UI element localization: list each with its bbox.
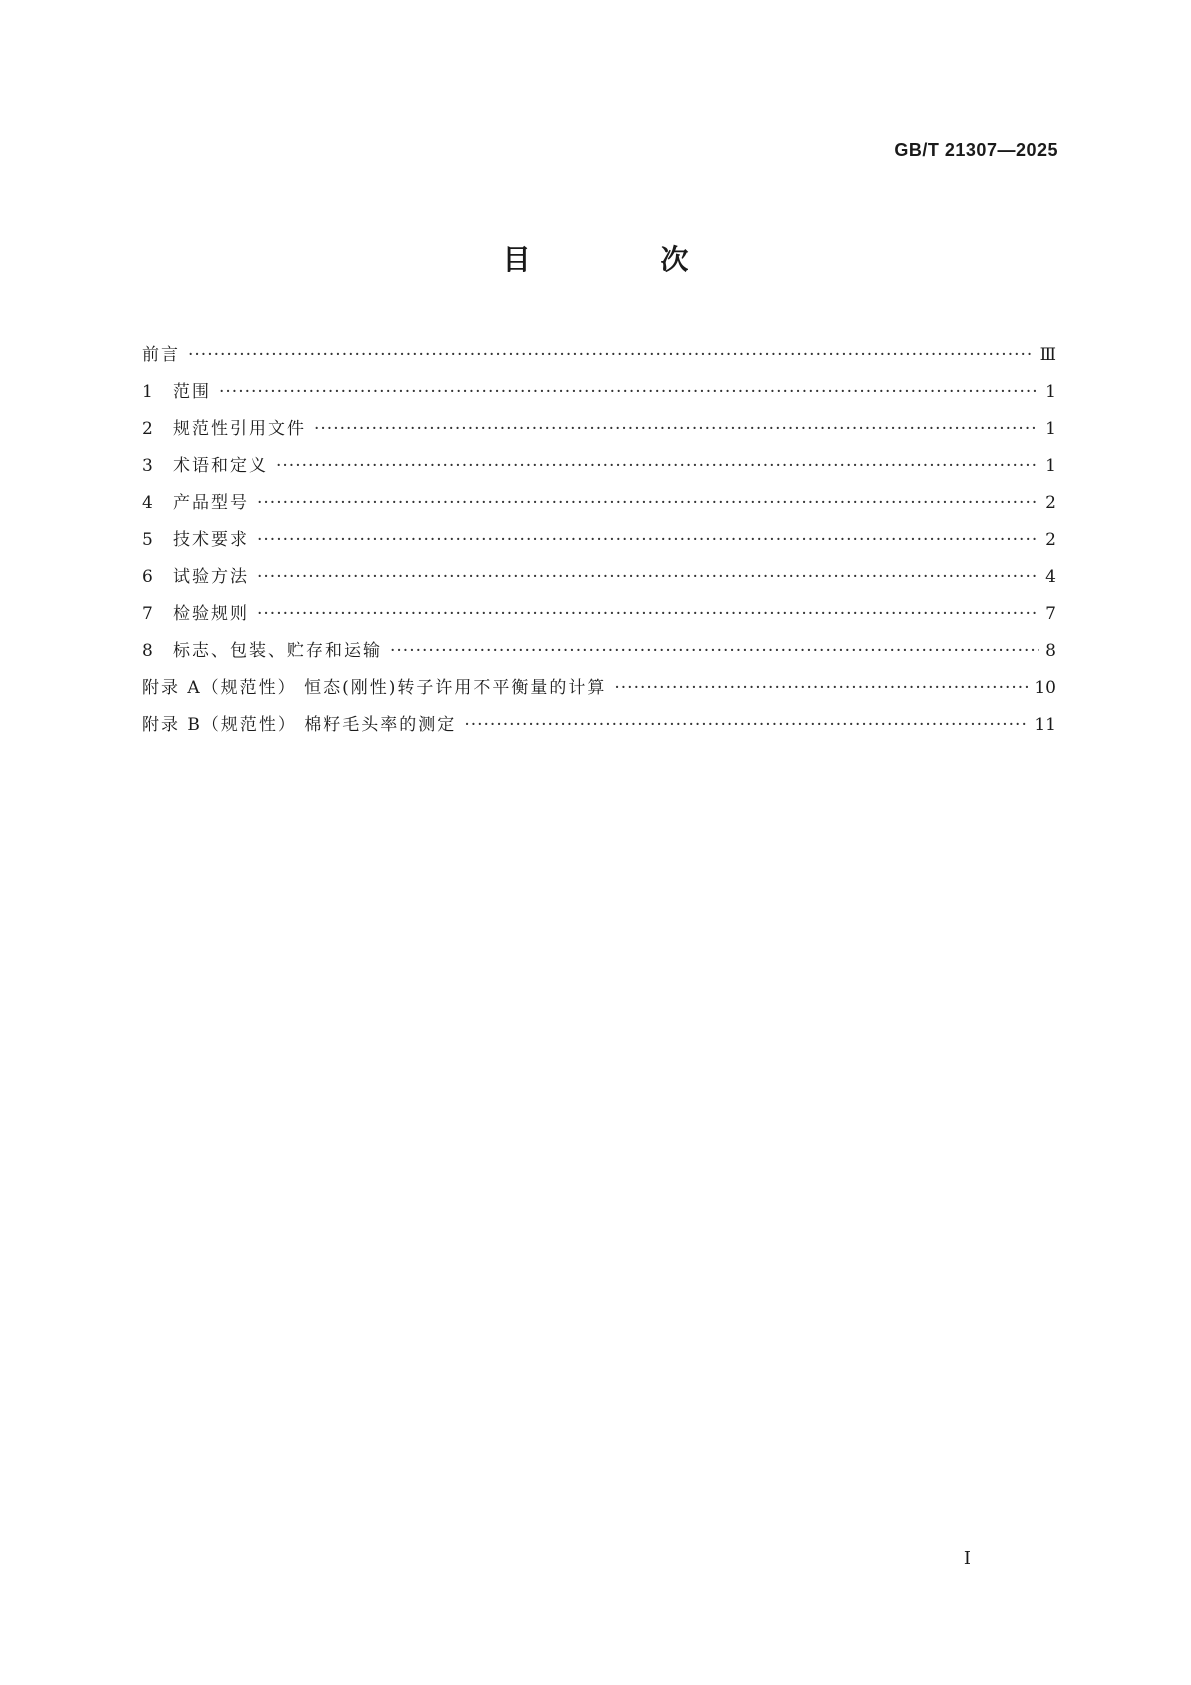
toc-entry-number: 6 (142, 567, 153, 587)
toc-entry-page: Ⅲ (1039, 345, 1056, 365)
toc-entry-label: 规范性引用文件 (173, 419, 306, 439)
toc-entry-page: 11 (1034, 715, 1056, 735)
toc-entry-8[interactable] (142, 633, 1056, 670)
toc-entry-label: 附录 B（规范性） 棉籽毛头率的测定 (142, 715, 457, 735)
toc-leader (614, 670, 1028, 707)
toc-entry-label: 标志、包装、贮存和运输 (173, 641, 382, 661)
toc-leader (314, 411, 1039, 448)
toc-leader (257, 559, 1039, 596)
toc-entry-5[interactable] (142, 522, 1056, 559)
toc-title: 目 次 (502, 243, 749, 276)
toc-leader (257, 596, 1039, 633)
toc-leader (188, 337, 1034, 374)
toc-entry-page: 4 (1045, 567, 1056, 587)
toc-entry-label: 前言 (142, 345, 180, 365)
toc-entry-label: 试验方法 (173, 567, 249, 587)
toc-entry-annex-a[interactable] (142, 670, 1056, 707)
toc-entry-number: 4 (142, 493, 153, 513)
toc-list (142, 337, 1056, 744)
toc-entry-number: 5 (142, 530, 153, 550)
toc-entry-page: 7 (1045, 604, 1056, 624)
toc-entry-page: 2 (1045, 493, 1056, 513)
toc-entry-number: 1 (142, 382, 153, 402)
toc-entry-3[interactable] (142, 448, 1056, 485)
toc-entry-label: 技术要求 (173, 530, 249, 550)
toc-entry-7[interactable] (142, 596, 1056, 633)
toc-entry-number: 7 (142, 604, 153, 624)
toc-entry-foreword[interactable] (142, 337, 1056, 374)
toc-entry-label: 范围 (173, 382, 211, 402)
toc-entry-number: 2 (142, 419, 153, 439)
toc-entry-label: 检验规则 (173, 604, 249, 624)
toc-entry-page: 8 (1045, 641, 1056, 661)
page-number: Ⅰ (963, 1548, 971, 1569)
toc-leader (257, 522, 1039, 559)
toc-entry-2[interactable] (142, 411, 1056, 448)
toc-entry-1[interactable] (142, 374, 1056, 411)
toc-entry-4[interactable] (142, 485, 1056, 522)
toc-entry-number: 8 (142, 641, 153, 661)
toc-entry-page: 2 (1045, 530, 1056, 550)
toc-entry-page: 10 (1034, 678, 1056, 698)
toc-entry-page: 1 (1045, 456, 1056, 476)
toc-entry-page: 1 (1045, 382, 1056, 402)
toc-entry-6[interactable] (142, 559, 1056, 596)
toc-entry-label: 附录 A（规范性） 恒态(刚性)转子许用不平衡量的计算 (142, 678, 607, 698)
toc-entry-label: 术语和定义 (173, 456, 268, 476)
toc-entry-annex-b[interactable] (142, 707, 1056, 744)
toc-leader (464, 707, 1028, 744)
toc-entry-page: 1 (1045, 419, 1056, 439)
toc-entry-number: 3 (142, 456, 153, 476)
toc-leader (276, 448, 1039, 485)
toc-leader (219, 374, 1039, 411)
toc-entry-label: 产品型号 (173, 493, 249, 513)
toc-leader (257, 485, 1039, 522)
doc-code: GB/T 21307—2025 (894, 140, 1058, 160)
toc-leader (390, 633, 1039, 670)
